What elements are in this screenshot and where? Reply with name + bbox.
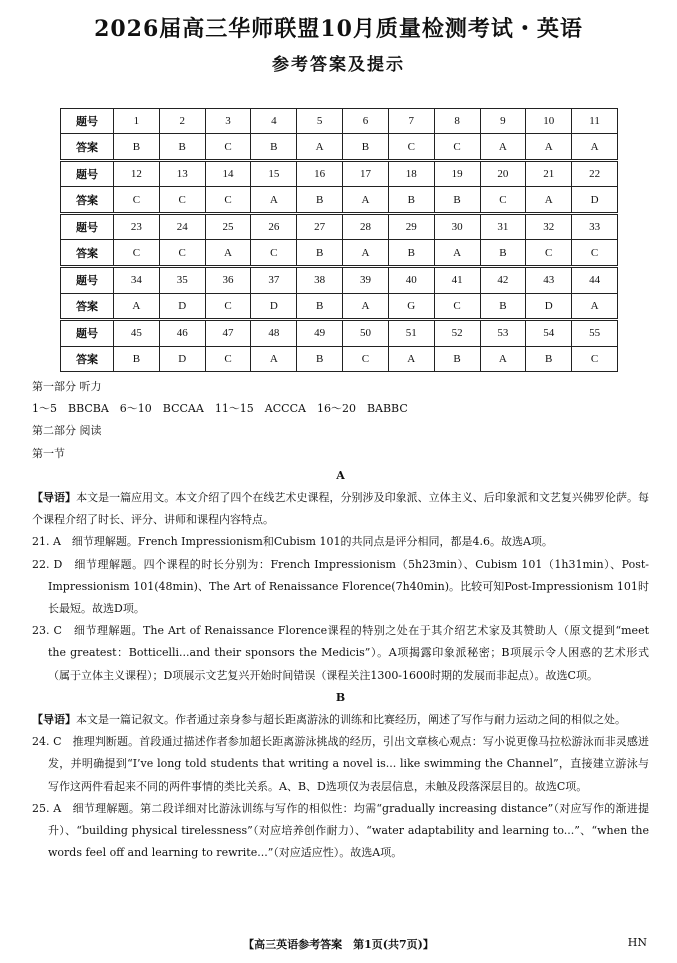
question-number-cell: 30	[434, 213, 480, 240]
answer-cell: B	[434, 187, 480, 214]
answer-cell: A	[343, 187, 389, 214]
answer-cell: A	[114, 293, 160, 320]
question-number-cell: 48	[251, 320, 297, 347]
answer-cell: A	[480, 346, 526, 371]
answer-label-cell: 答案	[61, 134, 114, 161]
question-number-cell: 10	[526, 109, 572, 134]
question-number-cell: 23	[114, 213, 160, 240]
intro-tag: 【导语】	[32, 713, 76, 727]
passage-b-heading: B	[335, 690, 346, 704]
part1-heading: 第一部分 听力	[32, 380, 102, 393]
question-number-cell: 27	[297, 213, 343, 240]
question-label-cell: 题号	[61, 266, 114, 293]
intro-tag: 【导语】	[32, 491, 77, 505]
question-number-cell: 54	[526, 320, 572, 347]
question-number-row	[61, 213, 618, 240]
page-footer: 【高三英语参考答案 第1页(共7页)】	[243, 938, 434, 951]
answer-label-cell: 答案	[61, 346, 114, 371]
question-number-cell: 39	[343, 266, 389, 293]
answer-cell: C	[114, 187, 160, 214]
question-number-cell: 3	[205, 109, 251, 134]
answer-cell: A	[480, 134, 526, 161]
question-number-cell: 17	[343, 160, 389, 187]
answer-cell: B	[480, 240, 526, 267]
question-number-cell: 9	[480, 109, 526, 134]
question-number-cell: 25	[205, 213, 251, 240]
passage-b-intro	[32, 709, 649, 731]
answer-cell: B	[526, 346, 572, 371]
answer-cell: C	[526, 240, 572, 267]
question-number-cell: 21	[526, 160, 572, 187]
answer-cell: A	[343, 240, 389, 267]
question-number-cell: 15	[251, 160, 297, 187]
answer-cell: C	[205, 134, 251, 161]
question-label-cell: 题号	[61, 160, 114, 187]
answer-cell: B	[297, 293, 343, 320]
answer-cell: B	[297, 346, 343, 371]
answer-cell: C	[388, 134, 434, 161]
question-number-cell: 4	[251, 109, 297, 134]
answer-cell: C	[434, 134, 480, 161]
question-number-cell: 11	[572, 109, 618, 134]
question-number-cell: 46	[159, 320, 205, 347]
question-number-cell: 6	[343, 109, 389, 134]
answer-cell: A	[434, 240, 480, 267]
answer-cell: A	[251, 346, 297, 371]
answer-cell: A	[526, 134, 572, 161]
page-title: 2026届高三华师联盟10月质量检测考试・英语	[94, 16, 583, 42]
question-label-cell: 题号	[61, 320, 114, 347]
question-number-cell: 32	[526, 213, 572, 240]
page-subtitle: 参考答案及提示	[272, 55, 405, 75]
answer-21: 21. A 细节理解题。French Impressionism和Cubism 101的共同点是评分相同，都是4.6。故选A项。	[32, 535, 553, 549]
part2-heading: 第二部分 阅读	[32, 424, 102, 438]
answer-cell: C	[205, 187, 251, 214]
question-number-cell: 2	[159, 109, 205, 134]
question-number-cell: 5	[297, 109, 343, 134]
answer-row	[61, 346, 618, 371]
answer-25: 25. A 细节理解题。第二段详细对比游泳训练与写作的相似性：均需“gradually increasing distance”（对应写作的渐进提升）、“building physical tirelessness”（对应培养创作耐力）、“water adaptability and learning to...”、“when the words feel off and learning to rewrite...”（对应适应性）。故选A项。	[32, 801, 649, 860]
question-number-cell: 49	[297, 320, 343, 347]
answer-row	[61, 187, 618, 214]
question-number-cell: 24	[159, 213, 205, 240]
answer-cell: B	[343, 134, 389, 161]
answer-label-cell: 答案	[61, 240, 114, 267]
answer-cell: C	[572, 346, 618, 371]
answer-cell: B	[251, 134, 297, 161]
question-label-cell: 题号	[61, 213, 114, 240]
question-number-cell: 43	[526, 266, 572, 293]
answer-cell: A	[297, 134, 343, 161]
question-number-cell: 16	[297, 160, 343, 187]
question-number-cell: 42	[480, 266, 526, 293]
answer-cell: C	[205, 346, 251, 371]
answer-label-cell: 答案	[61, 293, 114, 320]
answer-cell: C	[251, 240, 297, 267]
answer-row	[61, 134, 618, 161]
question-number-cell: 33	[572, 213, 618, 240]
answer-cell: A	[572, 134, 618, 161]
question-number-cell: 52	[434, 320, 480, 347]
question-number-cell: 35	[159, 266, 205, 293]
answer-row	[61, 240, 618, 267]
answer-cell: C	[480, 187, 526, 214]
question-number-cell: 18	[388, 160, 434, 187]
question-label-cell: 题号	[61, 109, 114, 134]
answer-cell: B	[388, 187, 434, 214]
question-number-row	[61, 266, 618, 293]
question-number-cell: 12	[114, 160, 160, 187]
question-number-cell: 20	[480, 160, 526, 187]
question-number-cell: 34	[114, 266, 160, 293]
question-number-cell: 47	[205, 320, 251, 347]
answer-cell: C	[434, 293, 480, 320]
question-number-cell: 28	[343, 213, 389, 240]
passage-a-heading: A	[336, 468, 345, 482]
answer-cell: C	[159, 187, 205, 214]
answer-cell: B	[480, 293, 526, 320]
question-number-cell: 26	[251, 213, 297, 240]
question-number-cell: 38	[297, 266, 343, 293]
answer-cell: B	[159, 134, 205, 161]
answer-cell: D	[159, 293, 205, 320]
answer-23: 23. C 细节理解题。The Art of Renaissance Florence课程的特别之处在于其介绍艺术家及其赞助人（原文提到“meet the greatest：Botticelli...and their sponsors the Medicis”）。A项揭露印象派秘密；B项展示令人困惑的艺术形式（属于立体主义课程）；D项展示文艺复兴开始时间错误（课程关注1300-1600时期的发展而非起点）。故选C项。	[32, 624, 649, 682]
passage-a-intro	[32, 487, 649, 531]
question-number-cell: 29	[388, 213, 434, 240]
answer-table	[60, 108, 618, 372]
intro-text: 本文是一篇记叙文。作者通过亲身参与超长距离游泳的训练和比赛经历，阐述了写作与耐力运动之间的相似之处。	[76, 713, 626, 727]
answer-cell: C	[205, 293, 251, 320]
answer-cell: D	[159, 346, 205, 371]
section1-heading: 第一节	[32, 446, 65, 460]
document-body	[32, 376, 649, 864]
question-number-cell: 13	[159, 160, 205, 187]
question-number-cell: 44	[572, 266, 618, 293]
answer-row	[61, 293, 618, 320]
answer-cell: B	[388, 240, 434, 267]
answer-cell: A	[526, 187, 572, 214]
question-number-cell: 14	[205, 160, 251, 187]
question-number-cell: 31	[480, 213, 526, 240]
answer-label-cell: 答案	[61, 187, 114, 214]
question-number-cell: 40	[388, 266, 434, 293]
answer-cell: B	[114, 346, 160, 371]
answer-cell: A	[343, 293, 389, 320]
question-number-cell: 51	[388, 320, 434, 347]
question-number-cell: 7	[388, 109, 434, 134]
question-number-cell: 37	[251, 266, 297, 293]
question-number-row	[61, 320, 618, 347]
answer-cell: A	[251, 187, 297, 214]
answer-cell: A	[572, 293, 618, 320]
answer-cell: B	[434, 346, 480, 371]
answer-cell: C	[343, 346, 389, 371]
answer-cell: C	[572, 240, 618, 267]
answer-24: 24. C 推理判断题。首段通过描述作者参加超长距离游泳挑战的经历，引出文章核心观点：写小说更像马拉松游泳而非灵感迸发，并明确提到“I’ve long told students that writing a novel is... like swimming the Channel”，直接建立游泳与写作这两件看起来不同的两件事情的类比关系。A、B、D选项仅为表层信息，未触及段落深层目的。故选C项。	[32, 735, 649, 793]
region-code: HN	[627, 936, 647, 949]
question-number-cell: 22	[572, 160, 618, 187]
question-number-cell: 8	[434, 109, 480, 134]
question-number-row	[61, 109, 618, 134]
answer-cell: D	[572, 187, 618, 214]
question-number-cell: 36	[205, 266, 251, 293]
answer-cell: A	[388, 346, 434, 371]
question-number-cell: 19	[434, 160, 480, 187]
answer-cell: B	[297, 187, 343, 214]
answer-cell: D	[251, 293, 297, 320]
question-number-cell: 53	[480, 320, 526, 347]
answer-cell: C	[159, 240, 205, 267]
answer-cell: D	[526, 293, 572, 320]
question-number-cell: 45	[114, 320, 160, 347]
question-number-row	[61, 160, 618, 187]
listening-answers: 1～5 BBCBA 6～10 BCCAA 11～15 ACCCA 16～20 BABBC	[32, 402, 408, 416]
intro-text: 本文是一篇应用文。本文介绍了四个在线艺术史课程，分别涉及印象派、立体主义、后印象派和文艺复兴佛罗伦萨。每个课程介绍了时长、评分、讲师和课程内容特点。	[32, 491, 650, 527]
question-number-cell: 50	[343, 320, 389, 347]
answer-cell: B	[297, 240, 343, 267]
question-number-cell: 41	[434, 266, 480, 293]
answer-22: 22. D 细节理解题。四个课程的时长分别为：French Impressionism（5h23min）、Cubism 101（1h31min）、Post-Impressionism 101(48min)、The Art of Renaissance Florence(7h40min)。比较可知Post-Impressionism 101时长最短。故选D项。	[32, 557, 649, 616]
answer-cell: A	[205, 240, 251, 267]
answer-cell: G	[388, 293, 434, 320]
answer-cell: B	[114, 134, 160, 161]
question-number-cell: 1	[114, 109, 160, 134]
question-number-cell: 55	[572, 320, 618, 347]
answer-cell: C	[114, 240, 160, 267]
